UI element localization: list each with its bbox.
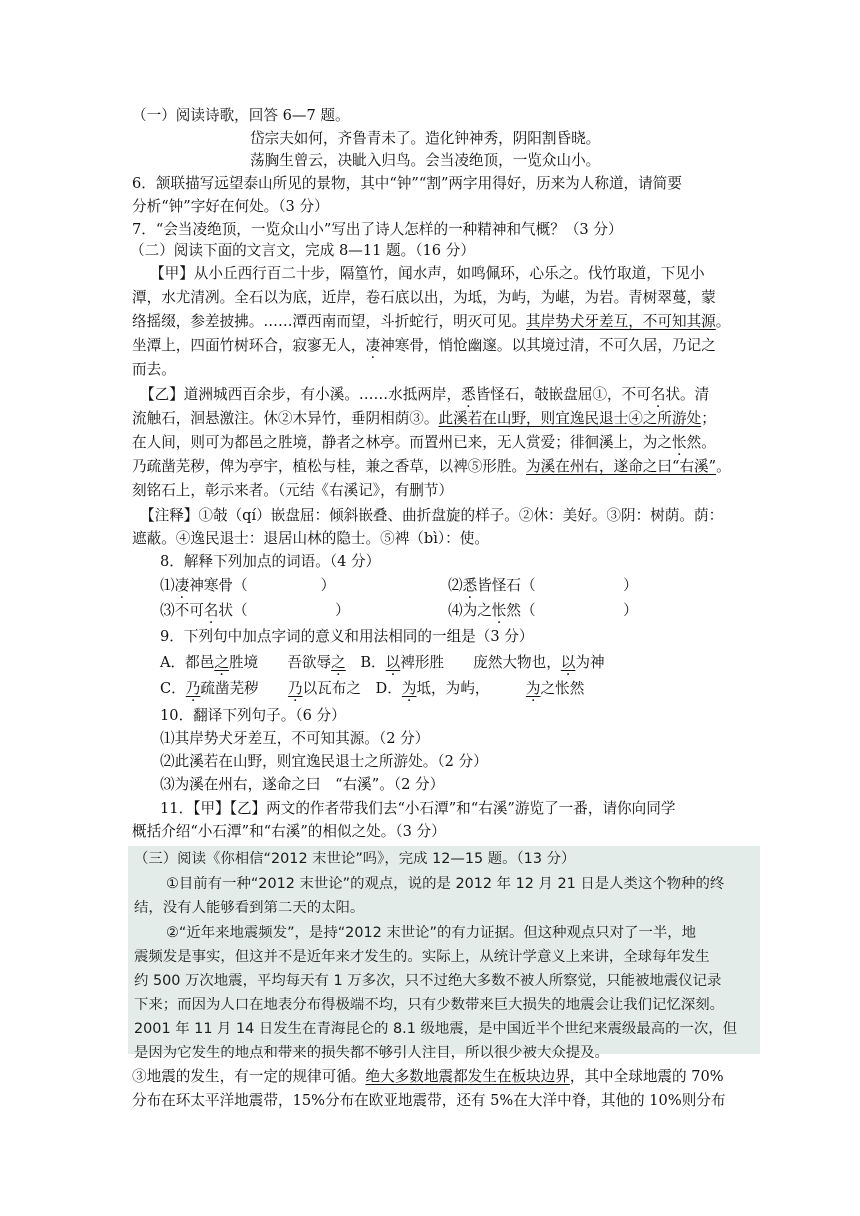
option-text: 以瓦布之 D． — [302, 680, 402, 697]
option-text: 坻，为屿， — [416, 680, 526, 697]
notes-line-1: 【注释】①攲（qí）嵌盘屈：倾斜嵌叠、曲折盘旋的样子。②休：美好。③阴：树荫。荫： — [140, 507, 724, 524]
punctuation: 。 — [716, 458, 731, 475]
question-9-options-ab — [160, 652, 605, 674]
question-8-item-2 — [448, 575, 638, 597]
passage-jia-text: 络摇缀，参差披拂。……潭西南而望，斗折蛇行，明灭可见。 — [132, 313, 527, 330]
poem-intro: （一）阅读诗歌，回答 6—7 题。 — [132, 107, 350, 124]
passage-yi-text: 在人间，则可为都邑之胜境，静者之林亭。而置州已来，无人赏爱；徘徊溪上，为之 — [132, 434, 672, 451]
dotted-word-xi: 悉 — [461, 386, 476, 403]
item-text: 状（ ） — [218, 602, 350, 619]
underlined-sentence-3: 为溪在州右，遂命之曰“右溪” — [526, 458, 717, 475]
paragraph-2-line-2: 震频发是事实，但这并不是近年来才发生的。实际上，从统计学意义上来讲，全球每年发生 — [134, 949, 710, 965]
section-2-intro: （二）阅读下面的文言文，完成 8—11 题。（16 分） — [130, 242, 475, 259]
question-8-item-1 — [160, 575, 335, 597]
question-9-title: 9．下列句中加点字词的意义和用法相同的一组是（3 分） — [160, 628, 534, 645]
question-8-title: 8．解释下列加点的词语。（4 分） — [160, 553, 381, 570]
question-11-line-1: 11．【甲】【乙】两文的作者带我们去“小石潭”和“右溪”游览了一番，请你向同学 — [160, 800, 676, 817]
passage-jia-line-2: 潭，水尤清冽。全石以为底，近岸，卷石底以出，为坻，为屿，为嵁，为岩。青树翠蔓，蒙 — [132, 289, 716, 306]
option-text: 裨形胜 庞然大物也， — [400, 654, 561, 671]
passage-yi-line-3 — [132, 432, 716, 454]
dotted-word: 为 — [525, 680, 541, 697]
question-6-line-1: 6．颔联描写远望泰山所见的景物，其中“钟”“割”两字用得好，历来为人称道，请简要 — [132, 175, 682, 192]
dotted-word: 乃 — [185, 680, 201, 697]
passage-yi-text: 流触石，洄悬激注。休②木异竹，垂阴相荫③。 — [132, 410, 439, 427]
dotted-word: 乃 — [287, 680, 303, 697]
paragraph-2-line-1: ②“近年来地震频发”，是持“2012 末世论”的有力证据。但这种观点只对了一半，地 — [166, 925, 697, 941]
dotted-word: 之 — [214, 654, 229, 671]
passage-yi-line-1 — [140, 384, 709, 406]
passage-yi-text: 【乙】道洲城西百余步，有小溪。……水抵两岸， — [140, 386, 462, 403]
dotted-word-ming: 名 — [650, 386, 666, 403]
item-number: ⑶不可 — [160, 602, 204, 619]
question-11-line-2: 概括介绍“小石潭”和“右溪”的相似之处。（3 分） — [132, 823, 446, 840]
section-3-intro: （三）阅读《你相信“2012 末世论”吗》，完成 12—15 题。（13 分） — [134, 851, 576, 867]
passage-yi-text: 乃疏凿芜秽，俾为亭宇，植松与桂，兼之香草，以裨⑤形胜。 — [132, 458, 527, 475]
option-text: C． — [160, 680, 186, 697]
paragraph-2-line-4: 下来；而因为人口在地表分布得极端不均，只有少数带来巨大损失的地震会让我们记忆深刻。 — [134, 997, 725, 1013]
question-8-item-4 — [448, 600, 638, 622]
paragraph-2-line-5: 2001 年 11 月 14 日发生在青海昆仑的 8.1 级地震，是中国近半个世纪来震级最高的一次，但 — [134, 1021, 738, 1037]
option-text: 之怅然 — [540, 680, 585, 697]
paragraph-3-line-1 — [132, 1066, 724, 1088]
dotted-word: 名 — [203, 602, 219, 619]
item-number: ⑷为之 — [448, 602, 492, 619]
paragraph-2-line-3: 约 500 万次地震，平均每天有 1 万多次，只不过绝大多数不被人所察觉，只能被地震仪记录 — [134, 973, 722, 989]
dotted-word-qi: 凄 — [365, 337, 381, 354]
question-10-sentence-2: ⑵此溪若在山野，则宜逸民退士之所游处。（2 分） — [160, 753, 488, 770]
dotted-word: 为 — [401, 680, 417, 697]
option-text: 疏凿芜秽 — [200, 680, 288, 697]
passage-jia-line-5: 而去。 — [132, 361, 176, 378]
notes-line-2: 遮蔽。④逸民退士：退居山林的隐士。⑤裨（bì）：使。 — [132, 530, 489, 547]
item-text: 皆怪石（ ） — [477, 577, 638, 594]
passage-yi-text: 状。清 — [665, 386, 710, 403]
punctuation: 。 — [715, 313, 731, 330]
passage-jia-line-3 — [132, 311, 730, 333]
dotted-word: 悉 — [462, 577, 478, 594]
dotted-word: 之 — [331, 654, 346, 671]
question-9-options-cd — [160, 678, 584, 700]
passage-yi-text: 然。 — [686, 434, 716, 451]
paragraph-2-line-6: 是因为它发生的地点和带来的损失都不够引人注目，所以很少被大众提及。 — [134, 1045, 609, 1061]
paragraph-text: ，其中全球地震的 70% — [569, 1068, 724, 1085]
underlined-sentence-2: 此溪若在山野，则宜逸民退士④之所游处 — [438, 410, 702, 427]
question-7: 7．“会当凌绝顶，一览众山小”写出了诗人怎样的一种精神和气概？（3 分） — [132, 221, 623, 238]
passage-jia-line-4 — [132, 335, 716, 357]
passage-jia-line-1: 【甲】从小丘西行百二十步，隔篁竹，闻水声，如鸣佩环，心乐之。伐竹取道，下见小 — [150, 265, 705, 282]
question-8-item-3 — [160, 600, 350, 622]
scanned-passage-block — [128, 846, 760, 1061]
dotted-word: 怅 — [491, 602, 507, 619]
passage-yi-line-5: 刻铭石上，彰示来者。（元结《右溪记》，有删节） — [132, 482, 454, 499]
item-number: ⑵ — [448, 577, 463, 594]
passage-yi-text: 皆怪石，攲嵌盘屈①，不可 — [475, 386, 651, 403]
option-text: 为神 — [575, 654, 605, 671]
passage-yi-line-4 — [132, 456, 731, 478]
question-10-sentence-3: ⑶为溪在州右，遂命之曰 “右溪”。（2 分） — [160, 776, 445, 793]
option-text: A．都邑 — [160, 654, 215, 671]
paragraph-text: ③地震的发生，有一定的规律可循。 — [132, 1068, 366, 1085]
question-10-title: 10．翻译下列句子。（6 分） — [160, 707, 346, 724]
question-6-line-2: 分析“钟”字好在何处。（3 分） — [132, 198, 329, 215]
punctuation: ； — [701, 410, 716, 427]
option-text: B． — [345, 654, 386, 671]
passage-jia-text: 神寒骨，悄怆幽邃。以其境过清，不可久居，乃记之 — [380, 337, 716, 354]
dotted-word-chang: 怅 — [671, 434, 687, 451]
item-text: 然（ ） — [506, 602, 638, 619]
paragraph-3-line-2: 分布在环太平洋地震带，15%分布在欧亚地震带，还有 5%在大洋中脊，其他的 10%则分布 — [132, 1092, 726, 1109]
dotted-word: 凄 — [174, 577, 190, 594]
underlined-sentence-4: 绝大多数地震都发生在板块边界 — [365, 1068, 570, 1085]
poem-line-1: 岱宗夫如何，齐鲁青未了。造化钟神秀，阴阳割昏晓。 — [250, 130, 601, 147]
passage-yi-line-2 — [132, 408, 716, 430]
paragraph-1-line-2: 结，没有人能够看到第二天的太阳。 — [134, 900, 365, 916]
item-number: ⑴ — [160, 577, 175, 594]
dotted-word: 以 — [560, 654, 576, 671]
dotted-word: 以 — [385, 654, 401, 671]
passage-jia-text: 坐潭上，四面竹树环合，寂寥无人， — [132, 337, 366, 354]
underlined-sentence-1: 其岸势犬牙差互，不可知其源 — [526, 313, 716, 330]
paragraph-1-line-1: ①目前有一种“2012 末世论”的观点，说的是 2012 年 12 月 21 日是人类这个物种的终 — [166, 876, 725, 892]
question-10-sentence-1: ⑴其岸势犬牙差互，不可知其源。（2 分） — [160, 730, 430, 747]
option-text: 胜境 吾欲辱 — [228, 654, 332, 671]
poem-line-2: 荡胸生曾云，决眦入归鸟。会当凌绝顶，一览众山小。 — [250, 152, 601, 169]
item-text: 神寒骨（ ） — [189, 577, 336, 594]
